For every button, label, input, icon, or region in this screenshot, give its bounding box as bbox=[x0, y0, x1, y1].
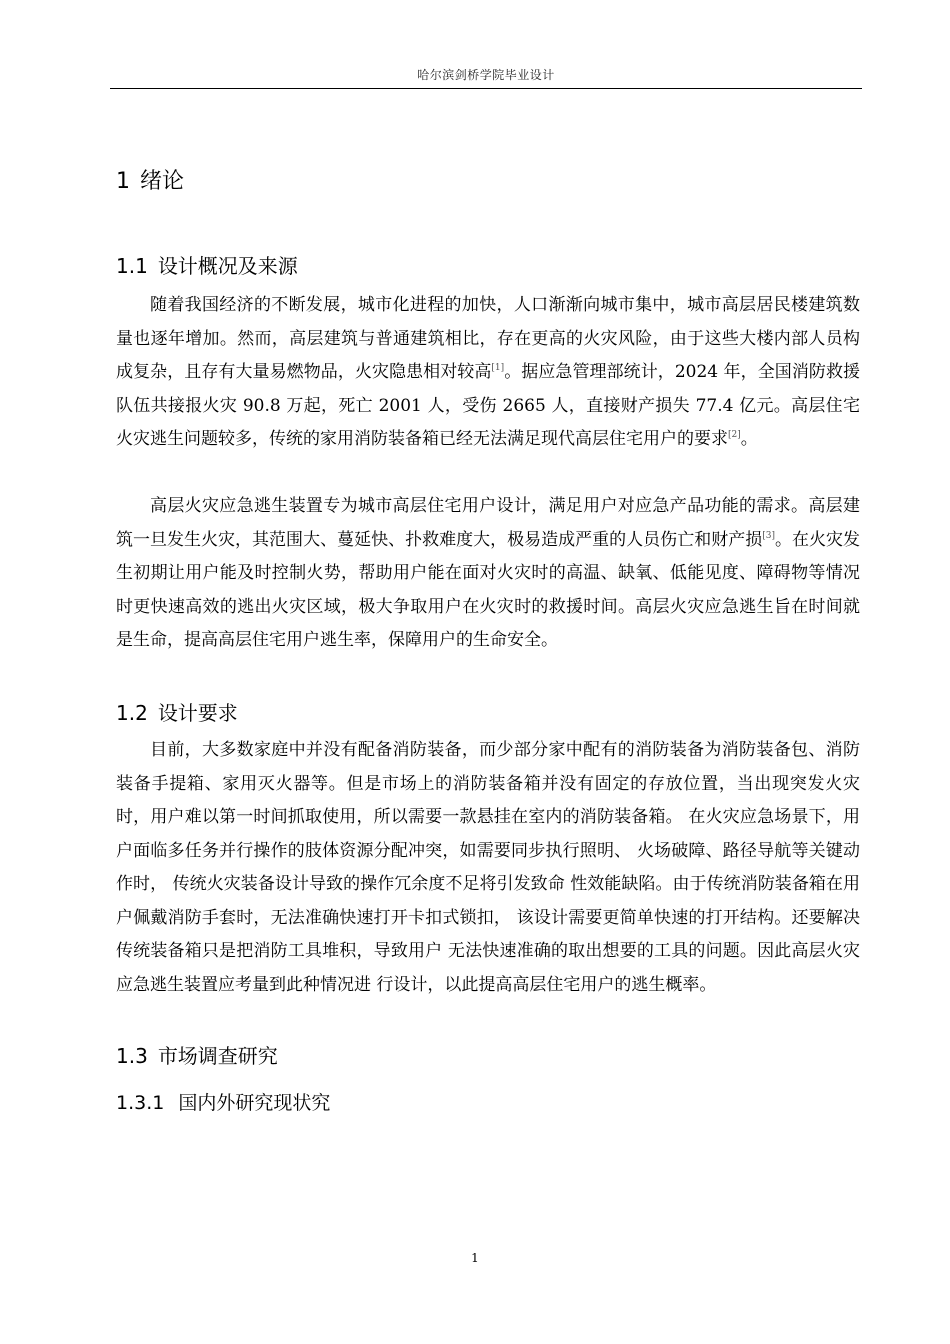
paragraph-1-2-1: 目前，大多数家庭中并没有配备消防装备，而少部分家中配有的消防装备为消防装备包、消防装备手提箱、家用灭火器等。但是市场上的消防装备箱并没有固定的存放位置，当出现突发火灾时，用户难以第一时间抓取使用，所以需要一款悬挂在室内的消防装备箱。 在火灾应急场景下，用户面临多任务并行操作的肢体资源分配冲突，如需要同步执行照明、 火场破障、路径导航等关键动作时， 传统火灾装备设计导致的操作冗余度不足将引发致命 性效能缺陷。由于传统消防装备箱在用户佩戴消防手套时，无法准确快速打开卡扣式锁扣， 该设计需要更简单快速的打开结构。还要解决传统装备箱只是把消防工具堆积，导致用户 无法快速准确的取出想要的工具的问题。因此高层火灾应急逃生装置应考量到此种情况进 行设计，以此提高高层住宅用户的逃生概率。 bbox=[116, 740, 860, 995]
chapter-title: 绪论 bbox=[140, 169, 185, 194]
section-number: 1.3 bbox=[116, 1044, 148, 1068]
section-heading-1-3 bbox=[116, 1040, 278, 1069]
page-number: 1 bbox=[471, 1251, 479, 1265]
section-title: 市场调查研究 bbox=[157, 1044, 278, 1068]
chapter-number: 1 bbox=[116, 169, 130, 194]
section-number: 1.1 bbox=[116, 254, 148, 278]
paragraph-text: 随着我国经济的不断发展，城市化进程的加快，人口渐渐向城市集中，城市高层居民楼建筑数量也逐年增加。然而，高层建筑与普通建筑相比，存在更高的火灾风险，由于这些大楼内部人员构成复杂，且存有大量易燃物品，火灾隐患相对较高 bbox=[116, 295, 860, 382]
subsection-number: 1.3.1 bbox=[116, 1092, 165, 1114]
citation-2: [2] bbox=[728, 430, 741, 440]
subsection-title: 国内外研究现状究 bbox=[178, 1092, 331, 1114]
chapter-heading bbox=[116, 164, 184, 195]
paragraph-1-1-2 bbox=[116, 490, 860, 658]
citation-3: [3] bbox=[762, 530, 775, 541]
paragraph-text: 。 bbox=[740, 429, 758, 449]
paragraph-text: 。在火灾发生初期让用户能及时控制火势，帮助用户能在面对火灾时的高温、缺氧、低能见度、障碍物等情况时更快速高效的逃出火灾区域，极大争取用户在火灾时的救援时间。高层火灾应急逃生旨在时间就是生命，提高高层住宅用户逃生率，保障用户的生命安全。 bbox=[116, 529, 861, 650]
section-heading-1-1 bbox=[116, 250, 298, 279]
header-divider bbox=[110, 88, 862, 89]
page-header: 哈尔滨剑桥学院毕业设计 bbox=[417, 68, 555, 82]
paragraph-text: 。据应急管理部统计，2024 年，全国消防救援队伍共接报火灾 90.8 万起，死亡 2001 人，受伤 2665 人，直接财产损失 77.4 亿元。高层住宅火灾逃生问题较多，传统的家用消防装备箱已经无法满足现代高层住宅用户的要求 bbox=[116, 362, 861, 449]
subsection-heading-1-3-1 bbox=[116, 1088, 330, 1115]
citation-1: [1] bbox=[491, 363, 505, 373]
section-number: 1.2 bbox=[116, 701, 148, 725]
section-title: 设计概况及来源 bbox=[157, 254, 298, 278]
section-heading-1-2 bbox=[116, 697, 238, 726]
paragraph-text: 高层火灾应急逃生装置专为城市高层住宅用户设计，满足用户对应急产品功能的需求。高层建筑一旦发生火灾，其范围大、蔓延快、扑救难度大，极易造成严重的人员伤亡和财产损 bbox=[116, 496, 860, 550]
section-title: 设计要求 bbox=[157, 701, 238, 725]
paragraph-1-1-1 bbox=[116, 289, 860, 457]
